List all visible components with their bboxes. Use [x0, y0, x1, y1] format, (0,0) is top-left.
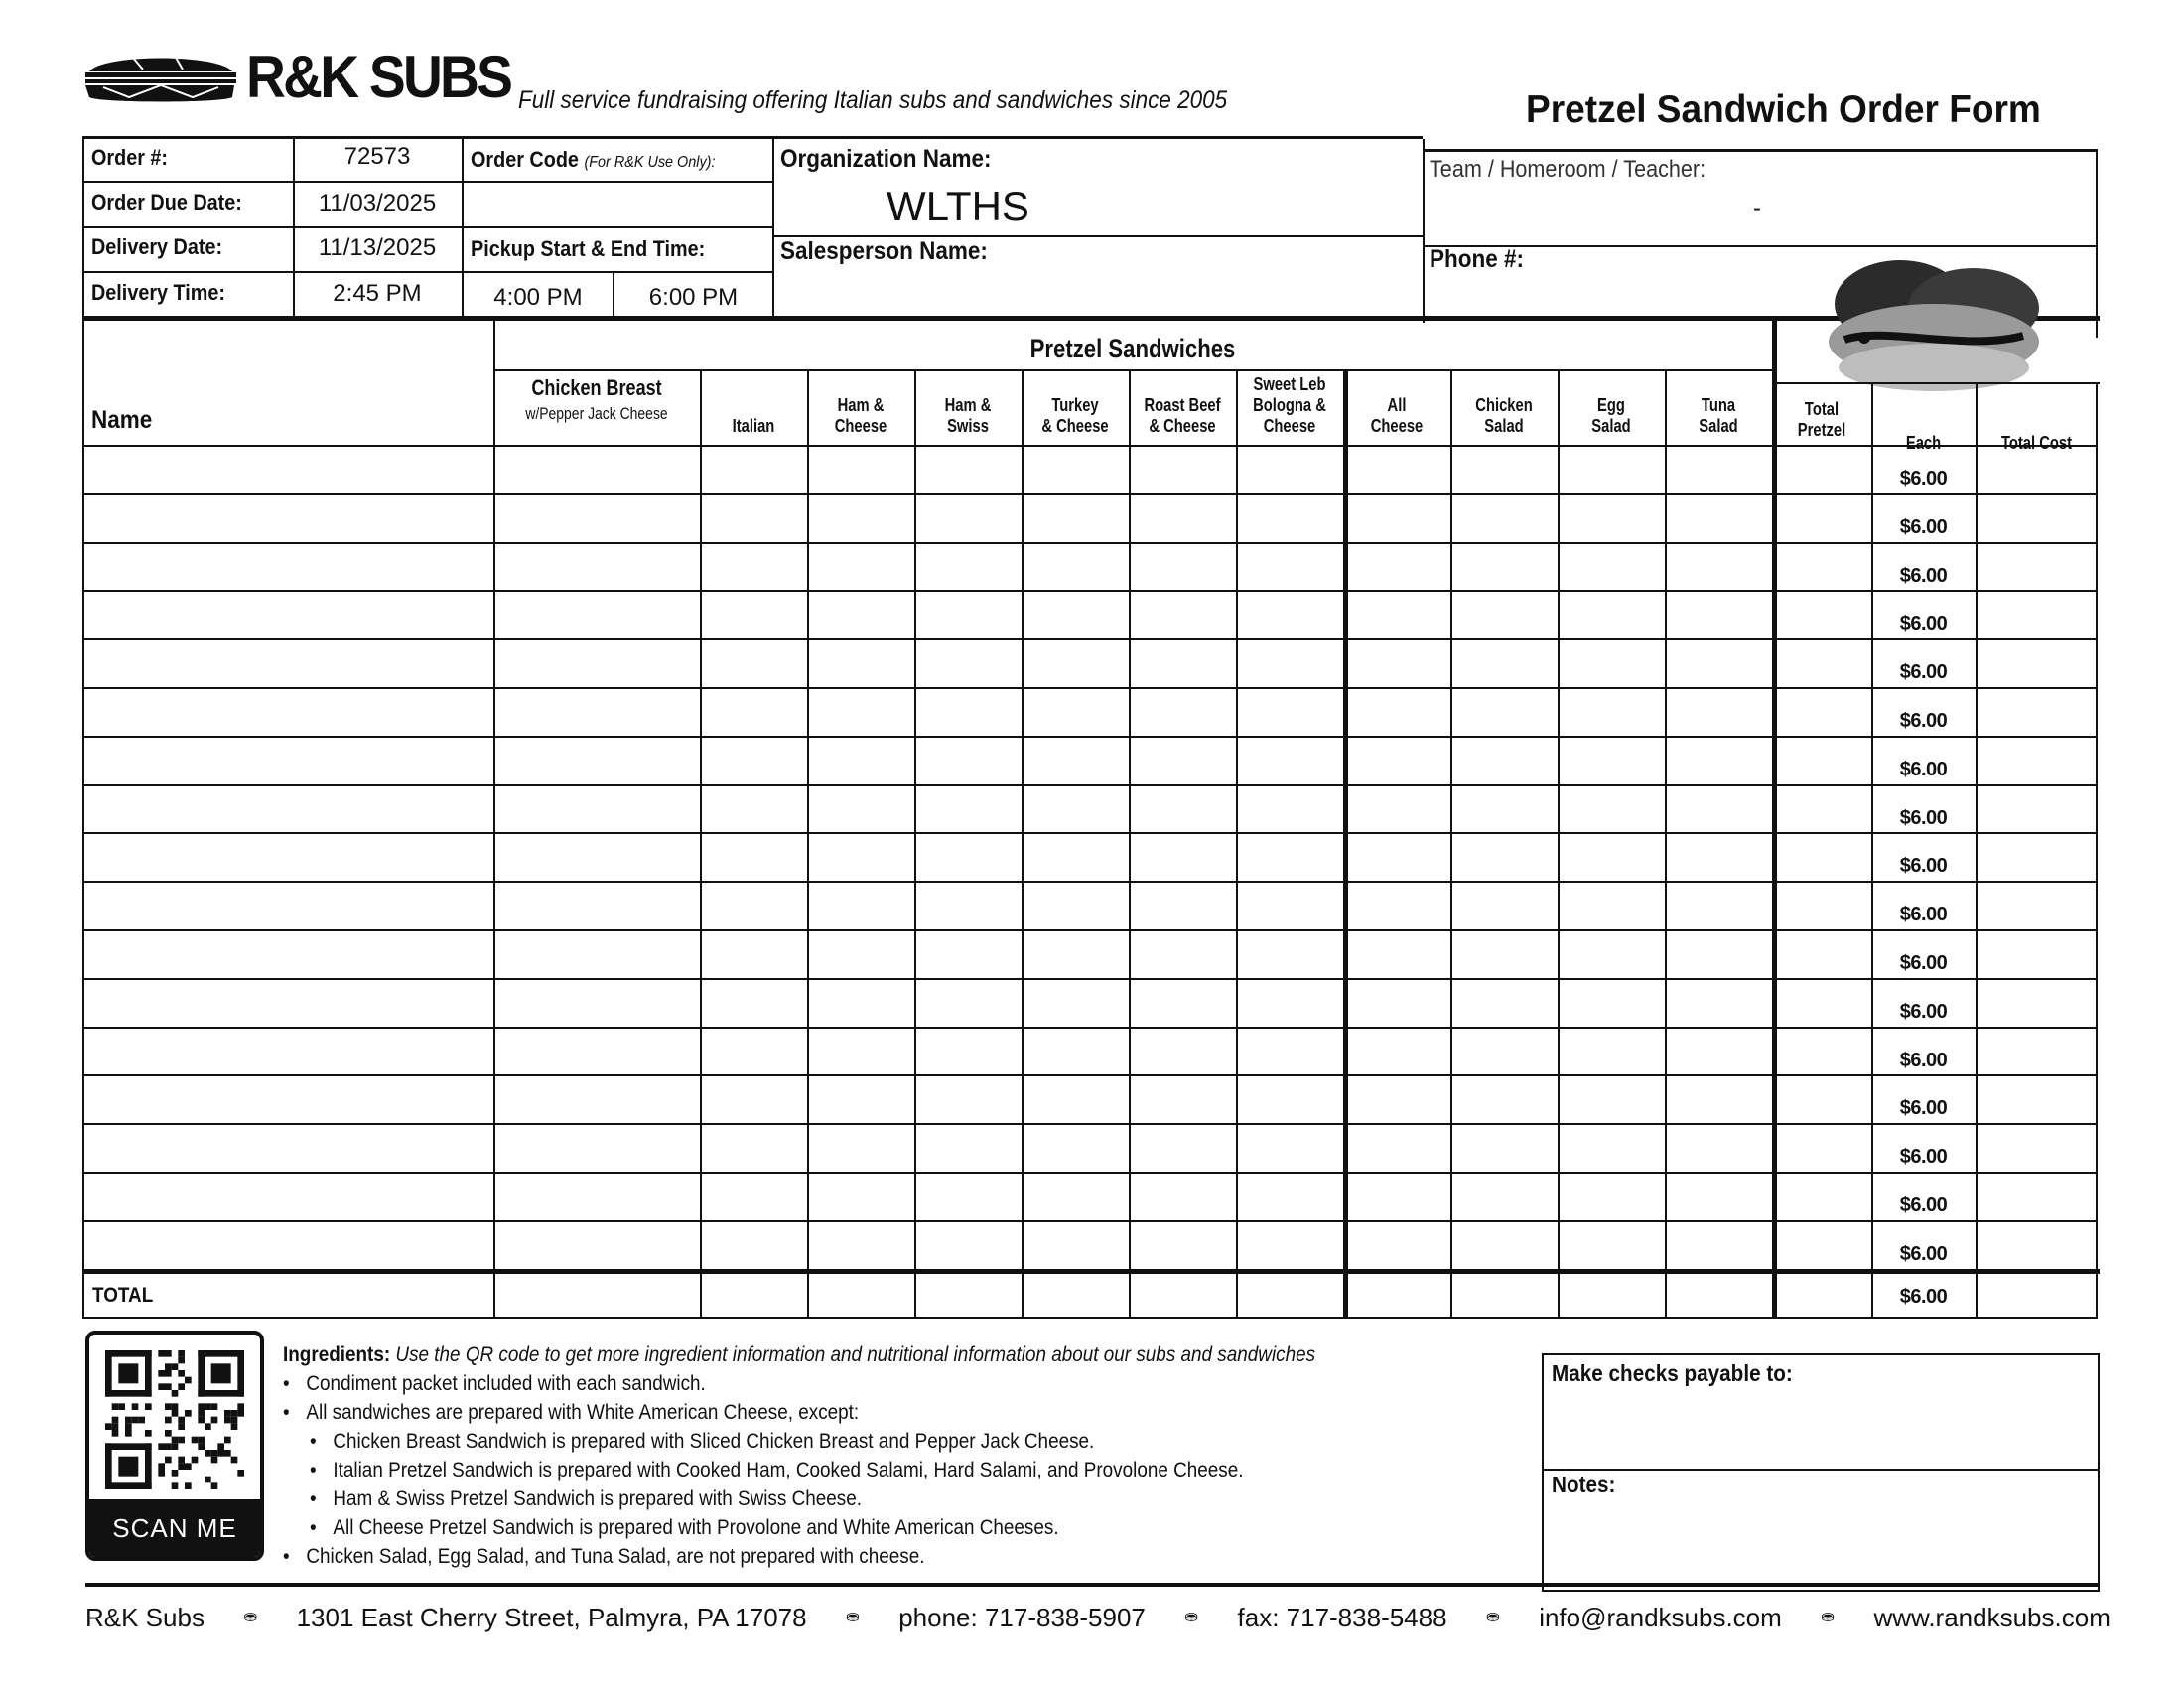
qr-module — [165, 1383, 172, 1390]
qr-module — [198, 1403, 205, 1410]
qr-module — [118, 1457, 138, 1477]
qr-module — [198, 1390, 244, 1397]
qr-module — [231, 1417, 238, 1424]
ingredient-bullet — [283, 1456, 1382, 1484]
qr-module — [112, 1430, 119, 1437]
team-field[interactable]: - — [1753, 195, 1761, 221]
pickup-end-value: 6:00 PM — [648, 284, 739, 311]
qr-module — [165, 1403, 172, 1410]
qr-module — [105, 1482, 152, 1489]
each-price-cell: $6.00 — [1899, 904, 1948, 925]
ingredients-intro-text: Use the QR code to get more ingredient information and nutritional information about our subs and sandwiches — [395, 1343, 1316, 1366]
ingredient-bullet-text: All Cheese Pretzel Sandwich is prepared with Provolone and White American Cheeses. — [333, 1516, 1059, 1539]
total-each-price: $6.00 — [1899, 1286, 1948, 1308]
order-due-date-value: 11/03/2025 — [318, 190, 437, 216]
sub-sandwich-icon — [83, 52, 238, 103]
ingredient-list — [283, 1369, 1504, 1571]
footer-address: 1301 East Cherry Street, Palmyra, PA 17078 — [296, 1603, 807, 1632]
name-input-cell[interactable] — [85, 835, 490, 878]
qr-module — [158, 1470, 165, 1477]
column-header-sandwich-5: Roast Beef & Cheese — [1144, 395, 1221, 436]
qr-module — [178, 1357, 185, 1364]
qr-module — [158, 1383, 165, 1390]
qr-module — [172, 1437, 179, 1444]
each-price-cell: $6.00 — [1899, 1146, 1948, 1168]
qr-module — [118, 1363, 138, 1383]
payment-notes-box — [1542, 1353, 2100, 1592]
qr-module — [158, 1370, 165, 1377]
qr-module — [224, 1410, 231, 1417]
qr-module — [237, 1470, 244, 1477]
qr-module — [205, 1477, 211, 1483]
qr-module — [205, 1403, 211, 1410]
qr-module — [112, 1403, 119, 1410]
qr-module — [172, 1470, 179, 1477]
column-header-total-pretzel: Total Pretzel — [1797, 399, 1846, 440]
organization-label: Organization Name: — [780, 145, 992, 173]
column-header-name: Name — [91, 406, 153, 434]
qr-module — [165, 1430, 172, 1437]
each-price-cell: $6.00 — [1899, 807, 1948, 829]
form-title: Pretzel Sandwich Order Form — [1526, 88, 2041, 131]
qr-module — [178, 1423, 185, 1430]
ingredient-bullet-text: All sandwiches are prepared with White American Cheese, except: — [306, 1401, 860, 1424]
order-number-value: 72573 — [343, 143, 411, 170]
ingredient-bullet — [283, 1513, 1382, 1542]
qr-module — [165, 1457, 172, 1464]
phone-label: Phone #: — [1430, 245, 1525, 273]
qr-module — [105, 1443, 152, 1450]
qr-module — [231, 1457, 238, 1464]
order-due-date-label: Order Due Date: — [91, 190, 242, 214]
name-input-cell[interactable] — [85, 545, 490, 588]
salesperson-label: Salesperson Name: — [780, 237, 988, 265]
bullet-icon: • — [310, 1487, 317, 1510]
qr-module — [172, 1443, 179, 1450]
footer-phone: phone: 717-838-5907 — [898, 1603, 1146, 1632]
name-input-cell[interactable] — [85, 641, 490, 684]
column-header-sandwich-3: Ham & Swiss — [944, 395, 992, 436]
qr-module — [132, 1417, 139, 1424]
qr-module — [211, 1363, 231, 1383]
name-input-cell[interactable] — [85, 787, 490, 830]
qr-module — [217, 1450, 224, 1457]
bullet-icon: • — [283, 1401, 290, 1424]
footer — [85, 1603, 2111, 1632]
qr-module — [237, 1350, 244, 1397]
ingredient-bullet — [283, 1542, 1382, 1571]
group-header-pretzel-sandwiches: Pretzel Sandwiches — [1029, 334, 1236, 363]
name-input-cell[interactable] — [85, 593, 490, 635]
qr-module — [132, 1403, 139, 1410]
bullet-icon: • — [283, 1545, 290, 1568]
name-input-cell[interactable] — [85, 739, 490, 781]
qr-module — [172, 1482, 179, 1489]
checks-payable-label: Make checks payable to: — [1552, 1360, 1793, 1386]
delivery-date-value: 11/13/2025 — [318, 234, 437, 261]
each-price-cell: $6.00 — [1899, 710, 1948, 732]
name-input-cell[interactable] — [85, 1126, 490, 1169]
pretzel-sandwich-image — [1825, 256, 2045, 395]
qr-module — [178, 1417, 185, 1424]
qr-module — [105, 1350, 152, 1357]
each-price-cell: $6.00 — [1899, 1050, 1948, 1071]
delivery-time-value: 2:45 PM — [333, 280, 422, 307]
ingredient-bullet — [283, 1427, 1382, 1456]
each-price-cell: $6.00 — [1899, 468, 1948, 490]
each-price-cell: $6.00 — [1899, 565, 1948, 587]
column-header-sandwich-4: Turkey & Cheese — [1041, 395, 1109, 436]
qr-module — [105, 1350, 112, 1397]
delivery-time-label: Delivery Time: — [91, 280, 226, 305]
qr-module — [178, 1463, 185, 1470]
column-header-sandwich-1: Italian — [732, 416, 775, 436]
name-input-cell[interactable] — [85, 690, 490, 733]
ingredient-bullet — [283, 1369, 1382, 1398]
qr-module — [224, 1450, 231, 1457]
name-input-cell[interactable] — [85, 884, 490, 926]
name-input-cell[interactable] — [85, 496, 490, 539]
name-input-cell[interactable] — [85, 1223, 490, 1266]
qr-module — [172, 1363, 179, 1370]
name-input-cell[interactable] — [85, 1030, 490, 1072]
qr-module — [198, 1350, 244, 1357]
qr-module — [192, 1437, 199, 1444]
ingredient-bullet-text: Chicken Breast Sandwich is prepared with Sliced Chicken Breast and Pepper Jack Cheese. — [333, 1430, 1095, 1453]
name-input-cell[interactable] — [85, 448, 490, 491]
order-code-note: (For R&K Use Only): — [584, 154, 716, 171]
each-price-cell: $6.00 — [1899, 516, 1948, 538]
sandwich-bullet-icon: ⛂ — [846, 1609, 860, 1625]
column-header-sandwich-9: Egg Salad — [1591, 395, 1631, 436]
qr-code-badge[interactable] — [85, 1331, 264, 1561]
sandwich-bullet-icon: ⛂ — [243, 1609, 257, 1625]
each-price-cell: $6.00 — [1899, 1243, 1948, 1265]
column-header-sandwich-10: Tuna Salad — [1699, 395, 1738, 436]
each-price-cell: $6.00 — [1899, 1195, 1948, 1216]
qr-module — [165, 1350, 172, 1357]
name-input-cell[interactable] — [85, 981, 490, 1024]
qr-module — [125, 1417, 132, 1424]
qr-module — [178, 1370, 185, 1377]
qr-module — [178, 1383, 185, 1390]
team-label: Team / Homeroom / Teacher: — [1430, 156, 1706, 183]
qr-module — [205, 1423, 211, 1430]
qr-module — [192, 1457, 199, 1464]
each-price-cell: $6.00 — [1899, 661, 1948, 683]
qr-module — [178, 1437, 185, 1444]
column-header-sandwich-6: Sweet Leb Bologna & Cheese — [1253, 374, 1326, 436]
qr-module — [165, 1363, 172, 1370]
bullet-icon: • — [283, 1372, 290, 1395]
qr-module — [237, 1403, 244, 1410]
ingredients-intro — [283, 1340, 1382, 1369]
pickup-time-label: Pickup Start & End Time: — [471, 236, 706, 261]
each-price-cell: $6.00 — [1899, 1001, 1948, 1023]
ingredient-bullet-text: Chicken Salad, Egg Salad, and Tuna Salad, are not prepared with cheese. — [306, 1545, 925, 1568]
pickup-start-value: 4:00 PM — [493, 284, 583, 311]
qr-module — [105, 1423, 112, 1430]
qr-module — [178, 1350, 185, 1357]
qr-module — [198, 1350, 205, 1397]
qr-module — [224, 1417, 231, 1424]
qr-module — [205, 1450, 211, 1457]
qr-module — [158, 1463, 165, 1470]
qr-module — [112, 1417, 119, 1424]
qr-module — [145, 1350, 152, 1397]
each-price-cell: $6.00 — [1899, 952, 1948, 974]
qr-module — [185, 1482, 192, 1489]
name-input-cell[interactable] — [85, 1077, 490, 1120]
qr-module — [211, 1403, 218, 1410]
footer-email[interactable]: info@randksubs.com — [1539, 1603, 1782, 1632]
qr-module — [237, 1410, 244, 1417]
qr-module — [125, 1430, 132, 1437]
ingredient-bullet — [283, 1398, 1382, 1427]
ingredients-section — [283, 1340, 1504, 1571]
qr-module — [145, 1430, 152, 1437]
qr-module — [172, 1410, 179, 1417]
qr-module — [172, 1403, 179, 1410]
each-price-cell: $6.00 — [1899, 1097, 1948, 1119]
qr-module — [105, 1390, 152, 1397]
qr-module — [165, 1370, 172, 1377]
qr-module — [178, 1457, 185, 1464]
footer-company: R&K Subs — [85, 1603, 205, 1632]
qr-module — [211, 1417, 218, 1424]
ingredient-bullet-text: Italian Pretzel Sandwich is prepared with Cooked Ham, Cooked Salami, Hard Salami, and Provolone Cheese. — [333, 1459, 1244, 1481]
qr-module — [165, 1443, 172, 1450]
each-price-cell: $6.00 — [1899, 759, 1948, 780]
scan-me-label: SCAN ME — [89, 1499, 260, 1557]
qr-module — [158, 1443, 165, 1450]
order-code-label: Order Code (For R&K Use Only): — [471, 147, 716, 172]
footer-divider — [85, 1583, 2099, 1587]
qr-module — [158, 1350, 165, 1357]
brand-tagline: Full service fundraising offering Italian subs and sandwiches since 2005 — [518, 86, 1228, 114]
column-header-sandwich-0-subtitle: w/Pepper Jack Cheese — [525, 404, 668, 423]
qr-module — [198, 1443, 205, 1450]
column-header-each: Each — [1905, 433, 1942, 453]
brand-name: R&K SUBS — [246, 44, 511, 110]
column-header-sandwich-7: All Cheese — [1370, 395, 1424, 436]
qr-module — [185, 1410, 192, 1417]
each-price-cell: $6.00 — [1899, 613, 1948, 634]
notes-label: Notes: — [1552, 1472, 1616, 1497]
qr-module — [211, 1450, 218, 1457]
qr-module — [125, 1423, 132, 1430]
qr-module — [138, 1417, 145, 1424]
qr-module — [231, 1423, 238, 1430]
bullet-icon: • — [310, 1430, 317, 1453]
ingredients-title: Ingredients: — [283, 1343, 391, 1366]
qr-module — [185, 1377, 192, 1384]
qr-module — [198, 1437, 205, 1444]
bullet-icon: • — [310, 1516, 317, 1539]
qr-module — [105, 1443, 112, 1489]
qr-module — [145, 1403, 152, 1410]
name-input-cell[interactable] — [85, 932, 490, 975]
qr-module — [112, 1423, 119, 1430]
ingredient-bullet-text: Condiment packet included with each sandwich. — [306, 1372, 706, 1395]
column-header-total-cost: Total Cost — [2000, 433, 2073, 453]
organization-value: WLTHS — [887, 183, 1029, 229]
name-input-cell[interactable] — [85, 1175, 490, 1217]
qr-code-icon — [105, 1350, 244, 1489]
qr-module — [211, 1457, 218, 1464]
bullet-icon: • — [310, 1459, 317, 1481]
qr-module — [165, 1417, 172, 1424]
qr-module — [118, 1403, 125, 1410]
total-row-label: TOTAL — [92, 1284, 154, 1307]
qr-module — [231, 1410, 238, 1417]
column-header-sandwich-8: Chicken Salad — [1475, 395, 1533, 436]
column-header-sandwich-2: Ham & Cheese — [834, 395, 887, 436]
qr-module — [211, 1482, 218, 1489]
order-number-label: Order #: — [91, 145, 169, 170]
qr-module — [172, 1390, 179, 1397]
qr-module — [224, 1437, 231, 1444]
each-price-cell: $6.00 — [1899, 855, 1948, 877]
delivery-date-label: Delivery Date: — [91, 234, 223, 259]
sandwich-bullet-icon: ⛂ — [1821, 1609, 1835, 1625]
footer-website[interactable]: www.randksubs.com — [1873, 1603, 2111, 1632]
column-header-sandwich-0: Chicken Breast — [531, 375, 662, 400]
qr-module — [198, 1410, 205, 1417]
footer-fax: fax: 717-838-5488 — [1237, 1603, 1447, 1632]
sandwich-bullet-icon: ⛂ — [1486, 1609, 1500, 1625]
ingredient-bullet-text: Ham & Swiss Pretzel Sandwich is prepared with Swiss Cheese. — [333, 1487, 862, 1510]
qr-module — [145, 1443, 152, 1489]
ingredient-bullet — [283, 1484, 1382, 1513]
qr-module — [185, 1463, 192, 1470]
sandwich-bullet-icon: ⛂ — [1184, 1609, 1198, 1625]
qr-module — [198, 1417, 205, 1424]
qr-module — [217, 1443, 224, 1450]
